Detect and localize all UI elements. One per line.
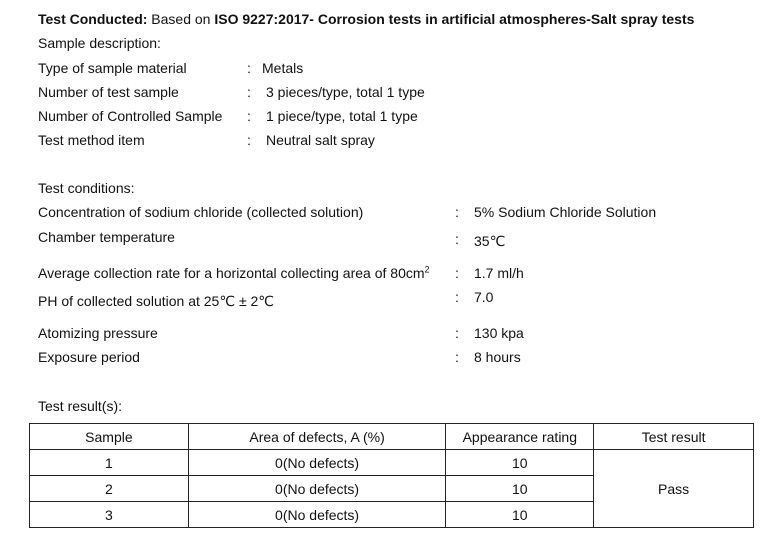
colon: :: [247, 60, 251, 76]
test-conducted-label: Test Conducted:: [38, 11, 148, 27]
atomizing-pressure-label: Atomizing pressure: [38, 325, 158, 341]
sample-description-heading: Sample description:: [38, 35, 161, 51]
ph-label: PH of collected solution at 25℃ ± 2℃: [38, 293, 275, 309]
collection-rate-label-text: Average collection rate for a horizontal collecting area of 80cm: [38, 265, 425, 281]
results-table: [29, 423, 754, 528]
chamber-temperature-value: 35℃: [474, 233, 506, 249]
sample-cell: 3: [30, 502, 189, 528]
test-results-heading: Test result(s):: [38, 398, 123, 414]
atomizing-pressure-value: 130 kpa: [474, 325, 524, 341]
rating-cell: 10: [446, 502, 594, 528]
collection-rate-label-sup: 2: [424, 264, 430, 275]
colon: :: [455, 289, 459, 305]
controlled-sample-value: 1 piece/type, total 1 type: [266, 108, 418, 124]
sample-cell: 2: [30, 476, 189, 502]
column-header-appearance-rating: Appearance rating: [446, 424, 594, 450]
table-row: [30, 450, 754, 476]
test-sample-count-value: 3 pieces/type, total 1 type: [266, 84, 425, 100]
column-header-area-of-defects: Area of defects, A (%): [188, 424, 446, 450]
exposure-period-value: 8 hours: [474, 349, 521, 365]
nacl-concentration-label: Concentration of sodium chloride (collected solution): [38, 204, 364, 220]
test-sample-count-label: Number of test sample: [38, 84, 179, 100]
column-header-sample: Sample: [30, 424, 189, 450]
area-cell: 0(No defects): [188, 502, 446, 528]
rating-cell: 10: [446, 476, 594, 502]
rating-cell: 10: [446, 450, 594, 476]
colon: :: [247, 132, 251, 148]
collection-rate-label: [38, 265, 430, 281]
colon: :: [247, 108, 251, 124]
results-header-row: [30, 424, 754, 450]
sample-material-value: Metals: [262, 60, 304, 76]
column-header-test-result: Test result: [594, 424, 754, 450]
colon: :: [247, 84, 251, 100]
ph-value: 7.0: [474, 289, 494, 305]
colon: :: [455, 204, 459, 220]
test-method-value: Neutral salt spray: [266, 132, 375, 148]
test-standard: ISO 9227:2017- Corrosion tests in artificial atmospheres-Salt spray tests: [214, 11, 695, 27]
area-cell: 0(No defects): [188, 450, 446, 476]
colon: :: [455, 325, 459, 341]
area-cell: 0(No defects): [188, 476, 446, 502]
colon: :: [455, 265, 459, 281]
chamber-temperature-label: Chamber temperature: [38, 229, 175, 245]
sample-material-label: Type of sample material: [38, 60, 187, 76]
sample-cell: 1: [30, 450, 189, 476]
nacl-concentration-value: 5% Sodium Chloride Solution: [474, 204, 657, 220]
test-conditions-heading: Test conditions:: [38, 180, 135, 196]
colon: :: [455, 231, 459, 247]
test-method-label: Test method item: [38, 132, 145, 148]
test-conducted-prefix: Based on: [147, 11, 215, 27]
colon: :: [455, 349, 459, 365]
controlled-sample-label: Number of Controlled Sample: [38, 108, 223, 124]
collection-rate-value: 1.7 ml/h: [474, 265, 524, 281]
exposure-period-label: Exposure period: [38, 349, 140, 365]
test-conducted-line: [38, 11, 694, 27]
test-result-cell: Pass: [594, 450, 754, 528]
